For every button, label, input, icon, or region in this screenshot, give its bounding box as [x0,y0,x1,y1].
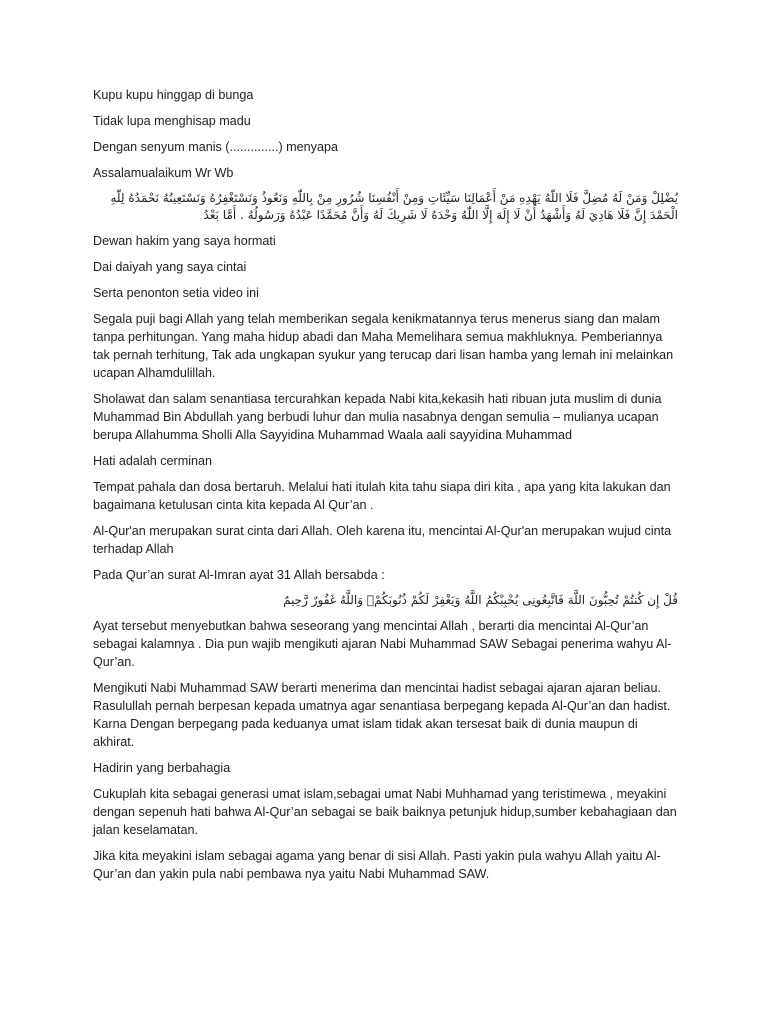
pantun-line-1: Kupu kupu hinggap di bunga [93,88,254,102]
paragraph-generation: Cukuplah kita sebagai generasi umat islam,sebagai umat Nabi Muhhamad yang teristimewa , meyakini dengan sepenuh hati bahwa Al-Qur’an sebagai se baik baiknya petunjuk hidup,sumber kebahagiaan dan jalan keselamatan. [93,787,677,837]
document-body [93,86,678,891]
paragraph-hadist: Mengikuti Nabi Muhammad SAW berarti menerima dan mencintai hadist sebagai ajaran ajaran beliau. Rasulullah pernah berpesan kepada umatnya agar senantiasa berpegang kepada Al-Qur’an dan hadist. Karna Dengan berpegang pada keduanya umat islam tidak akan tersesat baik di dunia maupun di akhirat. [93,681,671,749]
pantun-line-3: Dengan senyum manis (..............) menyapa [93,140,338,154]
paragraph-quran-love: Al-Qur'an merupakan surat cinta dari Allah. Oleh karena itu, mencintai Al-Qur'an merupakan wujud cinta terhadap Allah [93,524,672,556]
verse-intro: Pada Qur’an surat Al-Imran ayat 31 Allah bersabda : [93,568,385,582]
pantun-line-2: Tidak lupa menghisap madu [93,114,251,128]
paragraph-verse-meaning: Ayat tersebut menyebutkan bahwa seseorang yang mencintai Allah , berarti dia mencintai Al-Qur’an sebagai kalamnya . Dia pun wajib mengikuti ajaran Nabi Muhammad SAW Sebagai penerima wahyu Al-Qur’an. [93,619,672,669]
paragraph-sholawat: Sholawat dan salam senantiasa tercurahkan kepada Nabi kita,kekasih hati ribuan juta muslim di dunia Muhammad Bin Abdullah yang berbudi luhur dan mulia nasabnya dengan semulia – mulianya ucapan berupa Allahumma Sholli Alla Sayyidina Muhammad Waala aali sayyidina Muhammad [93,392,662,442]
address-line-3: Serta penonton setia video ini [93,286,259,300]
address-line-2: Dai daiyah yang saya cintai [93,260,247,274]
greeting: Assalamualaikum Wr Wb [93,166,234,180]
arabic-opening: يُضْلِلْ وَمَنْ لَهُ مُضِلَّ فَلَا اللّٰهُ يَهْدِهِ مَنْ أَعْمَالِنَا سَيِّئَاتِ وَمِنْ أَنْفُسِنَا شُرُورِ مِنْ بِاللّٰهِ وَنَعُوذُ وَنَسْتَغْفِرُهُ وَنَسْتَعِينُهُ نَحْمَدُهُ لِلّٰهِ الْحَمْدَ إِنَّ فَلَا هَادِيَ لَهُ وَأَشْهَدُ أَنْ لَا إِلَهَ إِلَّا اللّٰهُ وَحْدَهُ لَا شَرِيكَ لَهُ وَأَنَّ مُحَمَّدًا عَبْدُهُ وَرَسُولُهُ . أَمَّا بَعْدُ [110,191,678,222]
paragraph-praise: Segala puji bagi Allah yang telah memberikan segala kenikmatannya terus menerus siang dan malam tanpa perhitungan. Yang maha hidup abadi dan Maha Memelihara semua makhluknya. Pemberiannya tak pernah terhitung, Tak ada ungkapan syukur yang terucap dari lisan hamba yang lemah ini melainkan ucapan Alhamdulillah. [93,312,674,380]
paragraph-heart: Tempat pahala dan dosa bertaruh. Melalui hati itulah kita tahu siapa diri kita , apa yang kita lakukan dan bagaimana ketulusan cinta kita kepada Al Qur’an . [93,480,671,512]
heading-heart: Hati adalah cerminan [93,454,213,468]
heading-audience: Hadirin yang berbahagia [93,761,231,775]
address-line-1: Dewan hakim yang saya hormati [93,234,276,248]
paragraph-belief: Jika kita meyakini islam sebagai agama yang benar di sisi Allah. Pasti yakin pula wahyu Allah yaitu Al-Qur’an dan yakin pula nabi pembawa nya yaitu Nabi Muhammad SAW. [93,849,661,881]
arabic-verse: قُلْ إِن كُنتُمْ تُحِبُّونَ اللَّهَ فَاتَّبِعُونِى يُحْبِبْكُمُ اللَّهُ وَيَغْفِرْ لَكُمْ ذُنُوبَكُمْۗ وَاللَّهُ غَفُورٌ رَّحِيمٌ [283,593,678,607]
